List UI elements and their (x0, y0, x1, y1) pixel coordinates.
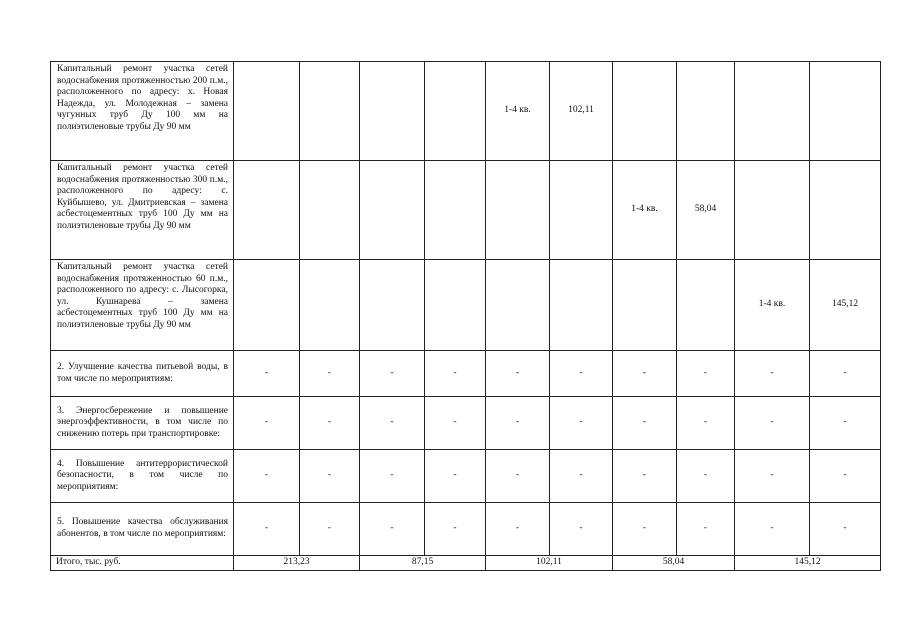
period-cell: - (486, 450, 550, 503)
row-description: Капитальный ремонт участка сетей водоснабжения протяженностью 60 п.м., расположенного по адресу: с. Лысогорка, ул. Кушнарева – замена асбестоцементных труб 100 Ду мм на полиэтиленовые трубы Ду 90 мм (51, 260, 234, 351)
period-cell: - (613, 351, 677, 397)
period-cell (234, 161, 300, 260)
total-value: 213,23 (234, 556, 360, 571)
period-cell: - (360, 397, 425, 450)
period-cell: - (486, 397, 550, 450)
table-row (51, 397, 881, 450)
period-cell: - (360, 503, 425, 556)
row-description: 2. Улучшение качества питьевой воды, в том числе по мероприятиям: (51, 351, 234, 397)
amount-cell: 145,12 (810, 260, 881, 351)
amount-cell (300, 260, 360, 351)
period-cell (735, 161, 810, 260)
amount-cell: - (300, 503, 360, 556)
table-row (51, 260, 881, 351)
period-cell: - (234, 503, 300, 556)
period-cell: 1-4 кв. (735, 260, 810, 351)
period-cell: - (735, 397, 810, 450)
amount-cell: - (677, 351, 735, 397)
period-cell: - (613, 503, 677, 556)
period-cell (613, 62, 677, 161)
table-row (51, 503, 881, 556)
period-cell: - (360, 351, 425, 397)
total-value: 58,04 (613, 556, 735, 571)
row-description: 5. Повышение качества обслуживания абонентов, в том числе по мероприятиям: (51, 503, 234, 556)
period-cell: - (486, 503, 550, 556)
amount-cell (425, 260, 486, 351)
row-description: Капитальный ремонт участка сетей водоснабжения протяженностью 200 п.м., расположенного по адресу: х. Новая Надежда, ул. Молодежная – замена чугунных труб Ду 100 мм на полиэтиленовые трубы Ду 90 мм (51, 62, 234, 161)
amount-cell: - (300, 450, 360, 503)
amount-cell (550, 161, 613, 260)
amount-cell: - (677, 503, 735, 556)
amount-cell (300, 62, 360, 161)
period-cell: - (613, 397, 677, 450)
total-row (51, 556, 881, 571)
period-cell: - (735, 351, 810, 397)
amount-cell (810, 161, 881, 260)
total-value: 145,12 (735, 556, 881, 571)
period-cell: - (360, 450, 425, 503)
period-cell (735, 62, 810, 161)
period-cell: 1-4 кв. (613, 161, 677, 260)
amount-cell (677, 260, 735, 351)
amount-cell: - (425, 450, 486, 503)
amount-cell: - (550, 397, 613, 450)
amount-cell: - (810, 397, 881, 450)
amount-cell: - (300, 351, 360, 397)
amount-cell: - (810, 503, 881, 556)
period-cell (234, 62, 300, 161)
total-value: 102,11 (486, 556, 613, 571)
amount-cell (677, 62, 735, 161)
amount-cell: - (810, 450, 881, 503)
period-cell (486, 260, 550, 351)
amount-cell: - (300, 397, 360, 450)
amount-cell: 58,04 (677, 161, 735, 260)
period-cell (360, 260, 425, 351)
amount-cell: - (677, 450, 735, 503)
amount-cell: - (550, 503, 613, 556)
amount-cell (810, 62, 881, 161)
period-cell (360, 62, 425, 161)
period-cell (360, 161, 425, 260)
amount-cell: - (550, 351, 613, 397)
row-description: 3. Энергосбережение и повышение энергоэффективности, в том числе по снижению потерь при транспортировке: (51, 397, 234, 450)
period-cell (234, 260, 300, 351)
amount-cell (300, 161, 360, 260)
period-cell: - (613, 450, 677, 503)
amount-cell: - (425, 397, 486, 450)
total-value: 87,15 (360, 556, 486, 571)
amount-cell (425, 161, 486, 260)
period-cell (613, 260, 677, 351)
period-cell: - (735, 450, 810, 503)
table-row (51, 450, 881, 503)
period-cell: - (735, 503, 810, 556)
amount-cell (425, 62, 486, 161)
table-row (51, 351, 881, 397)
row-description: 4. Повышение антитеррористической безопасности, в том числе по мероприятиям: (51, 450, 234, 503)
table-row (51, 62, 881, 161)
amount-cell: 102,11 (550, 62, 613, 161)
amount-cell: - (677, 397, 735, 450)
period-cell: - (234, 450, 300, 503)
period-cell: - (234, 351, 300, 397)
period-cell (486, 161, 550, 260)
amount-cell: - (810, 351, 881, 397)
period-cell: 1-4 кв. (486, 62, 550, 161)
period-cell: - (486, 351, 550, 397)
period-cell: - (234, 397, 300, 450)
amount-cell: - (550, 450, 613, 503)
amount-cell (550, 260, 613, 351)
total-label: Итого, тыс. руб. (51, 556, 234, 571)
amount-cell: - (425, 351, 486, 397)
program-table (50, 61, 881, 571)
amount-cell: - (425, 503, 486, 556)
table-row (51, 161, 881, 260)
row-description: Капитальный ремонт участка сетей водоснабжения протяженностью 300 п.м., расположенного по адресу: с. Куйбышево, ул. Дмитриевская – замена асбестоцементных труб 100 Ду мм на полиэтиленовые трубы Ду 90 мм (51, 161, 234, 260)
